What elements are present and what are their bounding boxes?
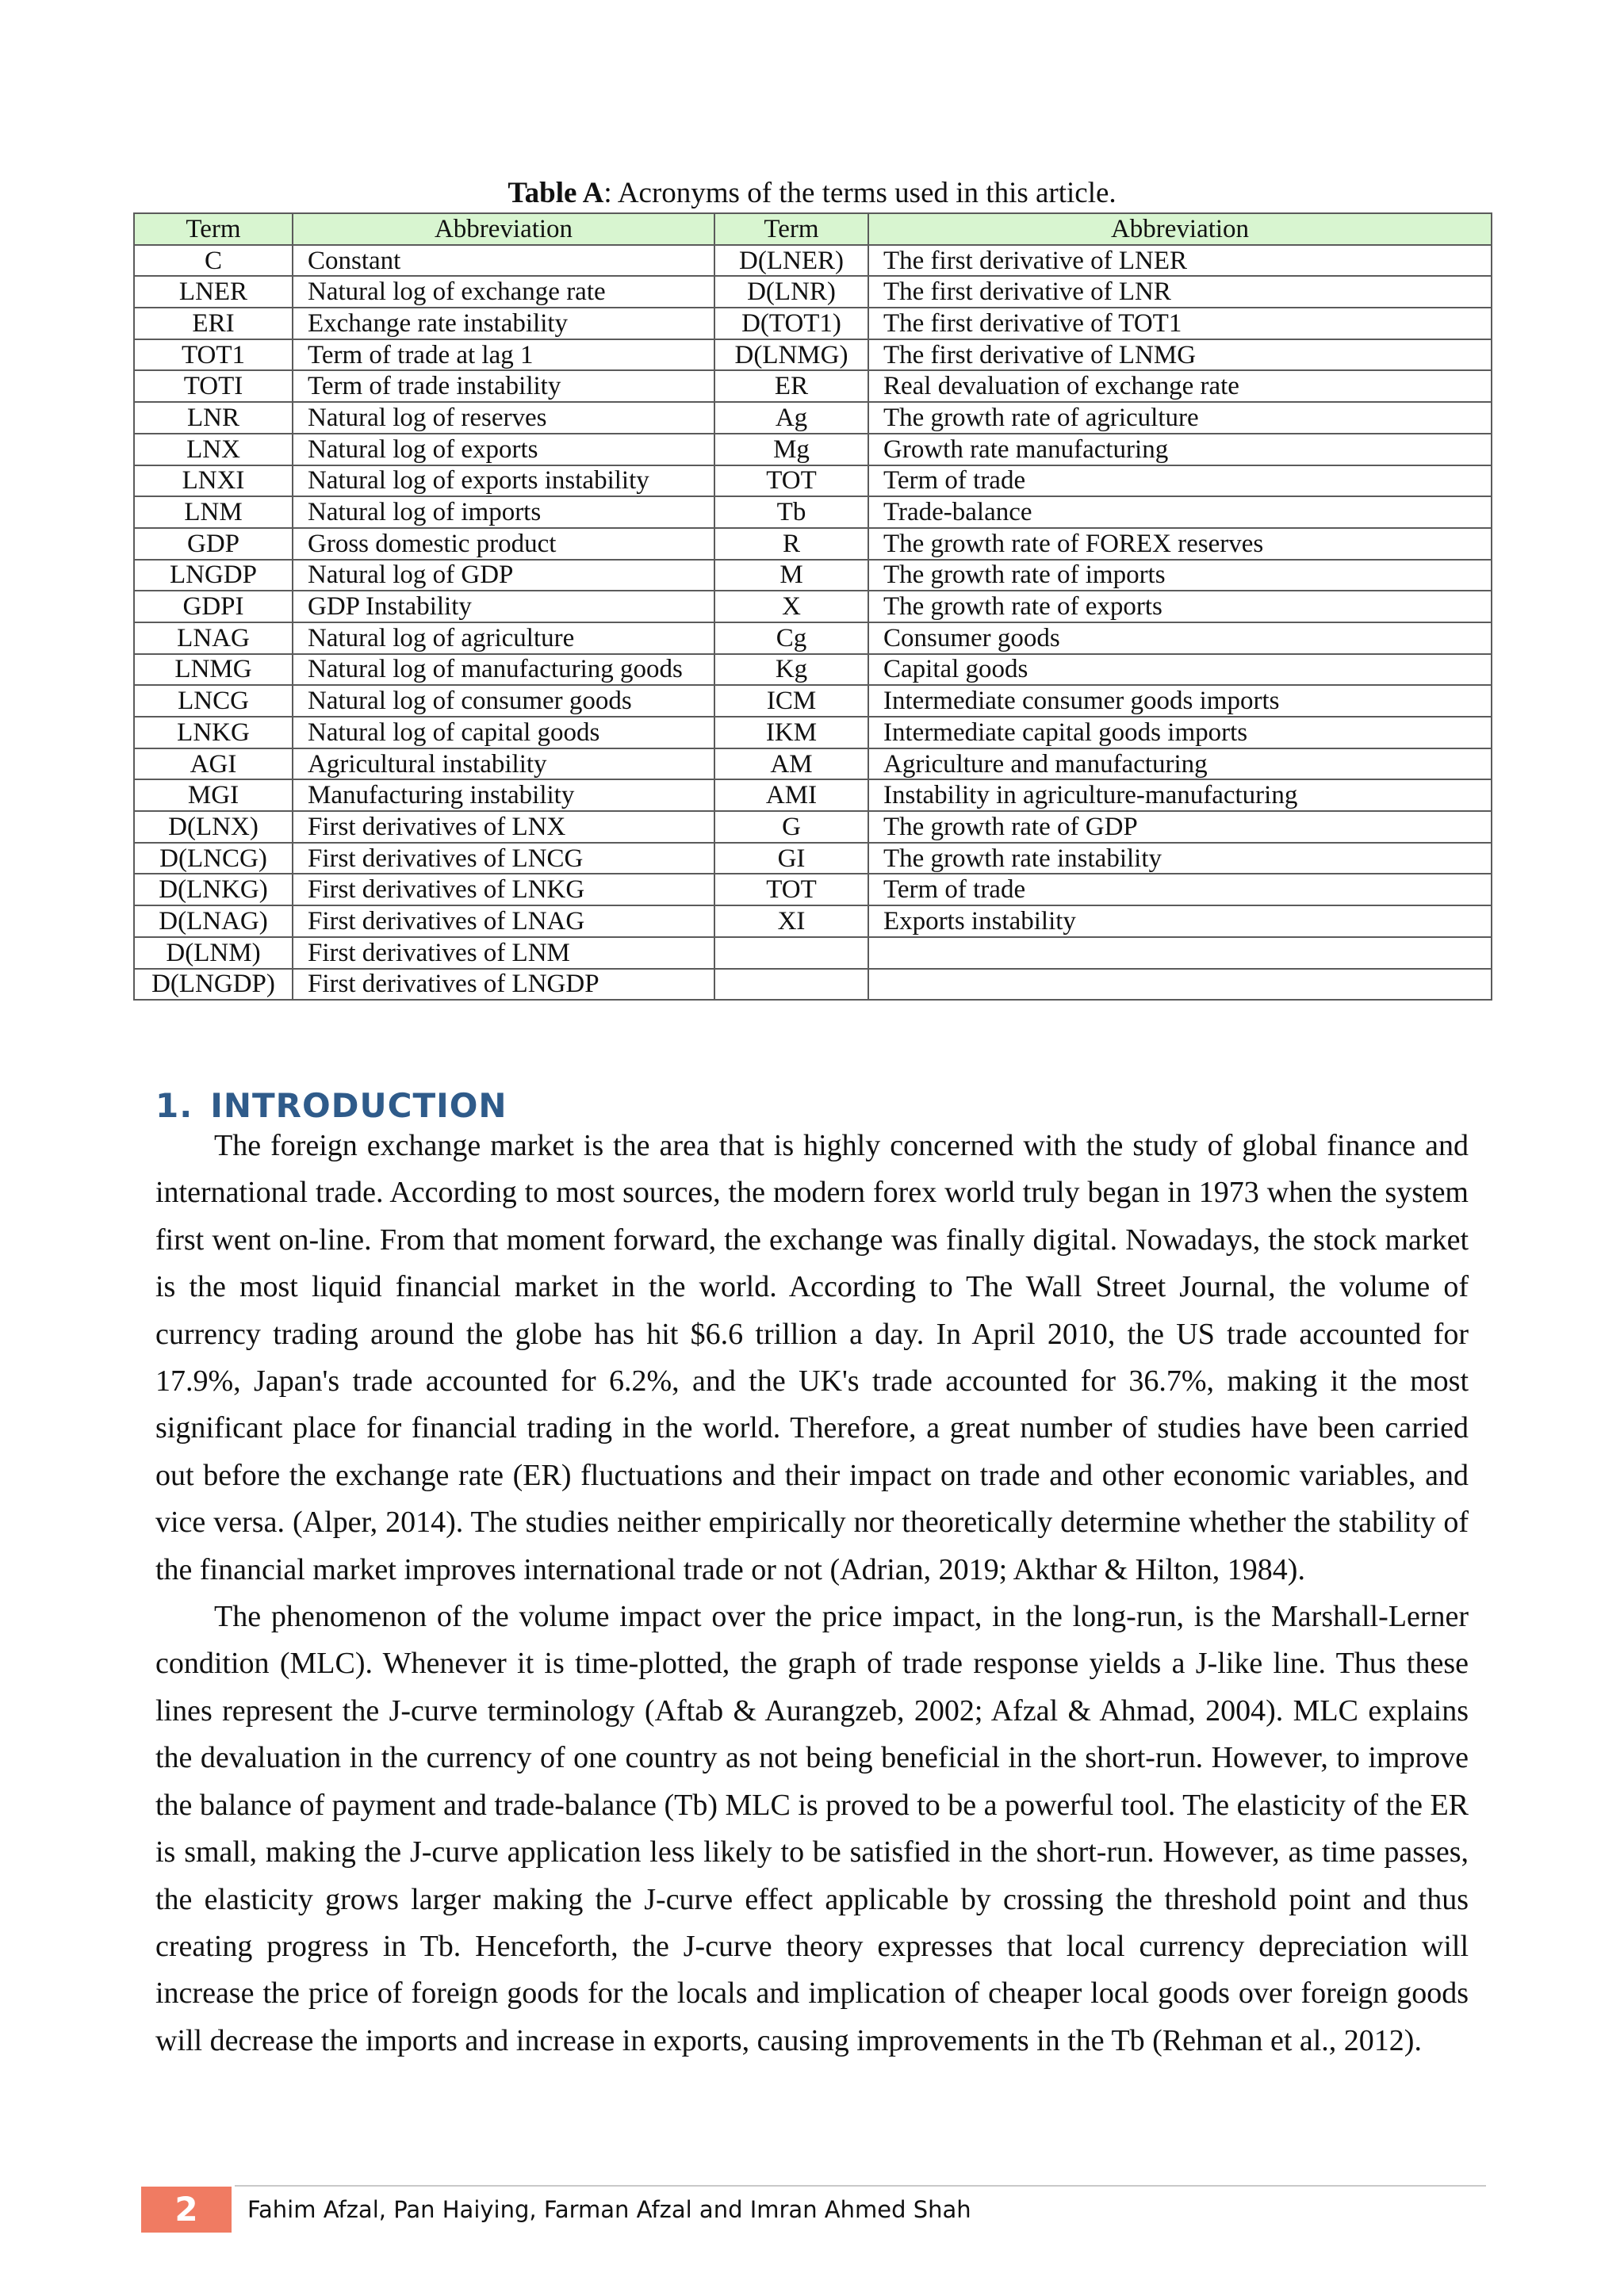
table-row [134,528,1492,560]
term-cell: TOT [714,874,868,905]
abbreviation-cell: The growth rate of agriculture [868,402,1492,434]
table-row [134,905,1492,937]
abbreviation-cell: First derivatives of LNKG [293,874,714,905]
abbreviation-cell: The growth rate of GDP [868,811,1492,843]
term-cell: X [714,591,868,622]
term-cell: D(LNCG) [134,843,293,874]
table-row [134,276,1492,308]
term-cell: D(LNX) [134,811,293,843]
abbreviation-cell [868,969,1492,1001]
term-cell: D(LNR) [714,276,868,308]
table-row [134,811,1492,843]
abbreviation-cell: Natural log of reserves [293,402,714,434]
abbreviation-cell: The first derivative of LNER [868,245,1492,277]
abbreviation-cell: The first derivative of LNMG [868,339,1492,371]
abbreviation-cell: GDP Instability [293,591,714,622]
term-cell: LNR [134,402,293,434]
table-row [134,717,1492,748]
table-row [134,245,1492,277]
term-cell: LNX [134,434,293,465]
table-row [134,591,1492,622]
term-cell: Tb [714,496,868,528]
abbreviation-cell: Instability in agriculture-manufacturing [868,779,1492,811]
term-cell: D(LNAG) [134,905,293,937]
acronyms-table [133,212,1492,1001]
term-cell [714,937,868,969]
term-cell: GDP [134,528,293,560]
column-header-term: Term [134,213,293,245]
abbreviation-cell [868,937,1492,969]
abbreviation-cell: Capital goods [868,654,1492,686]
section-title: INTRODUCTION [210,1086,508,1125]
abbreviation-cell: Natural log of imports [293,496,714,528]
abbreviation-cell: Gross domestic product [293,528,714,560]
abbreviation-cell: Natural log of capital goods [293,717,714,748]
term-cell: LNCG [134,685,293,717]
term-cell: IKM [714,717,868,748]
term-cell [714,969,868,1001]
abbreviation-cell: The growth rate instability [868,843,1492,874]
term-cell: G [714,811,868,843]
abbreviation-cell: Growth rate manufacturing [868,434,1492,465]
term-cell: MGI [134,779,293,811]
page-number-badge: 2 [141,2187,232,2233]
term-cell: AMI [714,779,868,811]
table-row [134,560,1492,591]
table-row [134,685,1492,717]
table-row [134,937,1492,969]
footer-authors: Fahim Afzal, Pan Haiying, Farman Afzal and Imran Ahmed Shah [247,2196,971,2223]
term-cell: D(LNM) [134,937,293,969]
term-cell: AGI [134,748,293,780]
term-cell: LNXI [134,465,293,497]
table-caption [133,171,1491,216]
term-cell: GDPI [134,591,293,622]
abbreviation-cell: Natural log of exports [293,434,714,465]
table-row [134,874,1492,905]
column-header-term-2: Term [714,213,868,245]
abbreviation-cell: Natural log of consumer goods [293,685,714,717]
abbreviation-cell: Exports instability [868,905,1492,937]
abbreviation-cell: Agriculture and manufacturing [868,748,1492,780]
term-cell: GI [714,843,868,874]
term-cell: ICM [714,685,868,717]
abbreviation-cell: The growth rate of imports [868,560,1492,591]
table-row [134,496,1492,528]
paragraph: The phenomenon of the volume impact over the price impact, in the long-run, is the Marshall-Lerner condition (MLC). Whenever it is time-plotted, the graph of trade response yields a J-like line. Thus these lines represent the J-curve terminology (Aftab & Aurangzeb, 2002; Afzal & Ahmad, 2004). MLC explains the devaluation in the currency of one country as not being beneficial in the short-run. However, to improve the balance of payment and trade-balance (Tb) MLC is proved to be a powerful tool. The elasticity of the ER is small, making the J-curve application less likely to be satisfied in the short-run. However, as time passes, the elasticity grows larger making the J-curve effect applicable by crossing the threshold point and thus creating progress in Tb. Henceforth, the J-curve theory expresses that local currency depreciation will increase the price of foreign goods for the locals and implication of cheaper local goods over foreign goods will decrease the imports and increase in exports, causing improvements in the Tb (Rehman et al., 2012). [155,1600,1469,2057]
term-cell: TOT [714,465,868,497]
paragraph: The foreign exchange market is the area that is highly concerned with the study of global finance and international trade. According to most sources, the modern forex world truly began in 1973 when the system first went on-line. From that moment forward, the exchange was finally digital. Nowadays, the stock market is the most liquid financial market in the world. According to The Wall Street Journal, the volume of currency trading around the globe has hit $6.6 trillion a day. In April 2010, the US trade accounted for 17.9%, Japan's trade accounted for 6.2%, and the UK's trade accounted for 36.7%, making it the most significant place for financial trading in the world. Therefore, a great number of studies have been carried out before the exchange rate (ER) fluctuations and their impact on trade and other economic variables, and vice versa. (Alper, 2014). The studies neither empirically nor theoretically determine whether the stability of the financial market improves international trade or not (Adrian, 2019; Akthar & Hilton, 1984). [155,1129,1469,1586]
abbreviation-cell: Term of trade instability [293,370,714,402]
table-row [134,843,1492,874]
term-cell: LNGDP [134,560,293,591]
column-header-abbreviation: Abbreviation [293,213,714,245]
abbreviation-cell: First derivatives of LNAG [293,905,714,937]
term-cell: TOT1 [134,339,293,371]
table-row [134,748,1492,780]
term-cell: TOTI [134,370,293,402]
body-text [155,1123,1469,2064]
abbreviation-cell: Natural log of GDP [293,560,714,591]
column-header-abbreviation-2: Abbreviation [868,213,1492,245]
abbreviation-cell: Term of trade [868,874,1492,905]
term-cell: Mg [714,434,868,465]
table-row [134,779,1492,811]
abbreviation-cell: Term of trade [868,465,1492,497]
term-cell: D(TOT1) [714,308,868,339]
abbreviation-cell: Constant [293,245,714,277]
term-cell: C [134,245,293,277]
abbreviation-cell: Natural log of manufacturing goods [293,654,714,686]
term-cell: LNAG [134,622,293,654]
abbreviation-cell: The first derivative of LNR [868,276,1492,308]
abbreviation-cell: Consumer goods [868,622,1492,654]
abbreviation-cell: First derivatives of LNGDP [293,969,714,1001]
abbreviation-cell: First derivatives of LNM [293,937,714,969]
table-row [134,434,1492,465]
table-row [134,308,1492,339]
term-cell: M [714,560,868,591]
term-cell: LNM [134,496,293,528]
abbreviation-cell: Trade-balance [868,496,1492,528]
table-row [134,339,1492,371]
term-cell: Ag [714,402,868,434]
table-row [134,370,1492,402]
abbreviation-cell: Intermediate capital goods imports [868,717,1492,748]
table-row [134,622,1492,654]
table-row [134,654,1492,686]
abbreviation-cell: The growth rate of exports [868,591,1492,622]
abbreviation-cell: Real devaluation of exchange rate [868,370,1492,402]
term-cell: AM [714,748,868,780]
term-cell: LNER [134,276,293,308]
term-cell: D(LNER) [714,245,868,277]
term-cell: D(LNKG) [134,874,293,905]
abbreviation-cell: Natural log of agriculture [293,622,714,654]
abbreviation-cell: Natural log of exchange rate [293,276,714,308]
term-cell: Kg [714,654,868,686]
table-row [134,402,1492,434]
abbreviation-cell: Agricultural instability [293,748,714,780]
abbreviation-cell: Manufacturing instability [293,779,714,811]
term-cell: ERI [134,308,293,339]
term-cell: D(LNMG) [714,339,868,371]
table-caption-label: Table A [508,177,604,209]
abbreviation-cell: The growth rate of FOREX reserves [868,528,1492,560]
table-body [134,245,1492,1001]
term-cell: Cg [714,622,868,654]
table-header-row [134,213,1492,245]
term-cell: XI [714,905,868,937]
term-cell: D(LNGDP) [134,969,293,1001]
abbreviation-cell: Intermediate consumer goods imports [868,685,1492,717]
term-cell: ER [714,370,868,402]
abbreviation-cell: Natural log of exports instability [293,465,714,497]
table-row [134,969,1492,1001]
abbreviation-cell: The first derivative of TOT1 [868,308,1492,339]
abbreviation-cell: First derivatives of LNX [293,811,714,843]
section-number: 1. [155,1086,193,1125]
table-caption-text: : Acronyms of the terms used in this article. [603,177,1116,209]
abbreviation-cell: First derivatives of LNCG [293,843,714,874]
abbreviation-cell: Term of trade at lag 1 [293,339,714,371]
table-row [134,465,1492,497]
abbreviation-cell: Exchange rate instability [293,308,714,339]
term-cell: LNKG [134,717,293,748]
term-cell: R [714,528,868,560]
term-cell: LNMG [134,654,293,686]
